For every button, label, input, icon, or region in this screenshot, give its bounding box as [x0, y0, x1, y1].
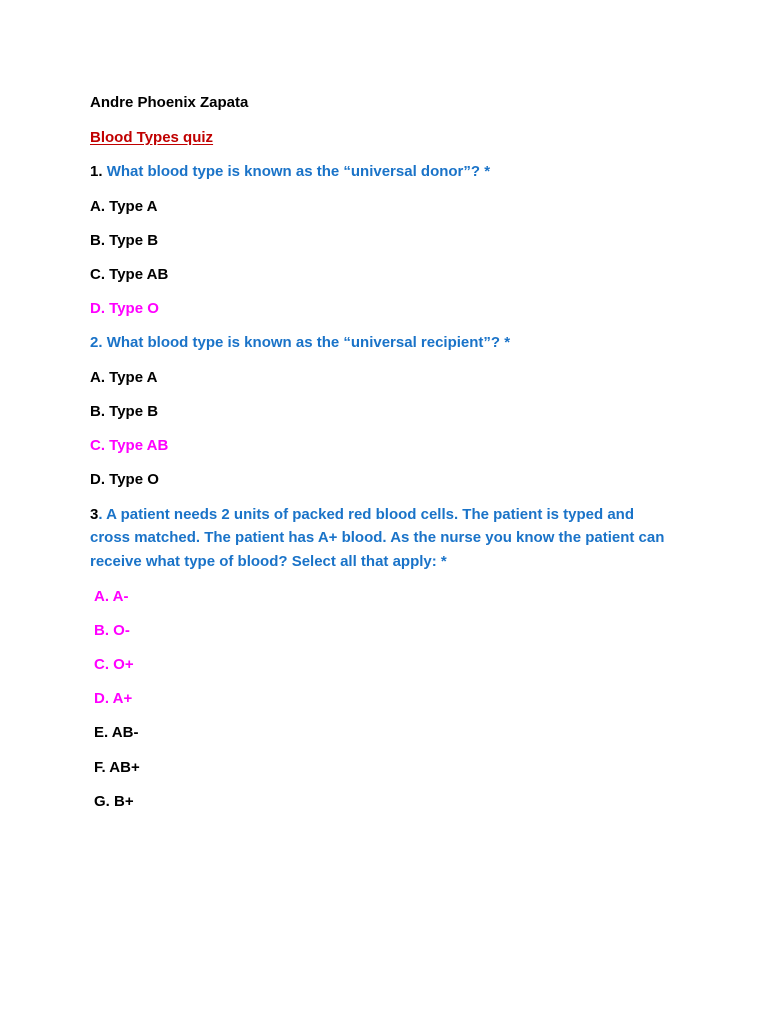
question-3-option-a-answer: A. A-	[94, 588, 129, 605]
question-2-option-c-answer: C. Type AB	[90, 437, 169, 454]
author-name: Andre Phoenix Zapata	[90, 94, 249, 111]
question-1-text: What blood type is known as the “universal donor”? *	[106, 163, 491, 180]
quiz-title: Blood Types quiz	[90, 129, 214, 146]
question-1-option-a: A. Type A	[90, 198, 158, 215]
question-3-option-e: E. AB-	[94, 724, 139, 741]
question-3-text-3: receive what type of blood? Select all that apply: *	[90, 553, 447, 570]
question-2-number: 2.	[90, 334, 103, 351]
question-2-option-b: B. Type B	[90, 403, 159, 420]
question-3-text-1: . A patient needs 2 units of packed red blood cells. The patient is typed and	[98, 506, 634, 523]
question-1-option-d-answer: D. Type O	[90, 300, 159, 317]
question-3-number: 3	[90, 506, 99, 523]
question-2-option-a: A. Type A	[90, 369, 158, 386]
question-1-number: 1.	[90, 163, 103, 180]
question-3-option-b-answer: B. O-	[94, 622, 130, 639]
question-1-option-b: B. Type B	[90, 232, 159, 249]
question-2-text: What blood type is known as the “universal recipient”? *	[106, 334, 511, 351]
question-2-option-d: D. Type O	[90, 471, 159, 488]
question-3-text-2: cross matched. The patient has A+ blood. As the nurse you know the patient can	[90, 529, 665, 546]
question-3-option-f: F. AB+	[94, 759, 140, 776]
question-3-option-g: G. B+	[94, 793, 134, 810]
question-3-option-c-answer: C. O+	[94, 656, 134, 673]
question-2	[90, 333, 510, 353]
question-1	[90, 162, 490, 182]
question-3-option-d-answer: D. A+	[94, 690, 133, 707]
question-3-line-1	[90, 505, 634, 525]
question-1-option-c: C. Type AB	[90, 266, 169, 283]
